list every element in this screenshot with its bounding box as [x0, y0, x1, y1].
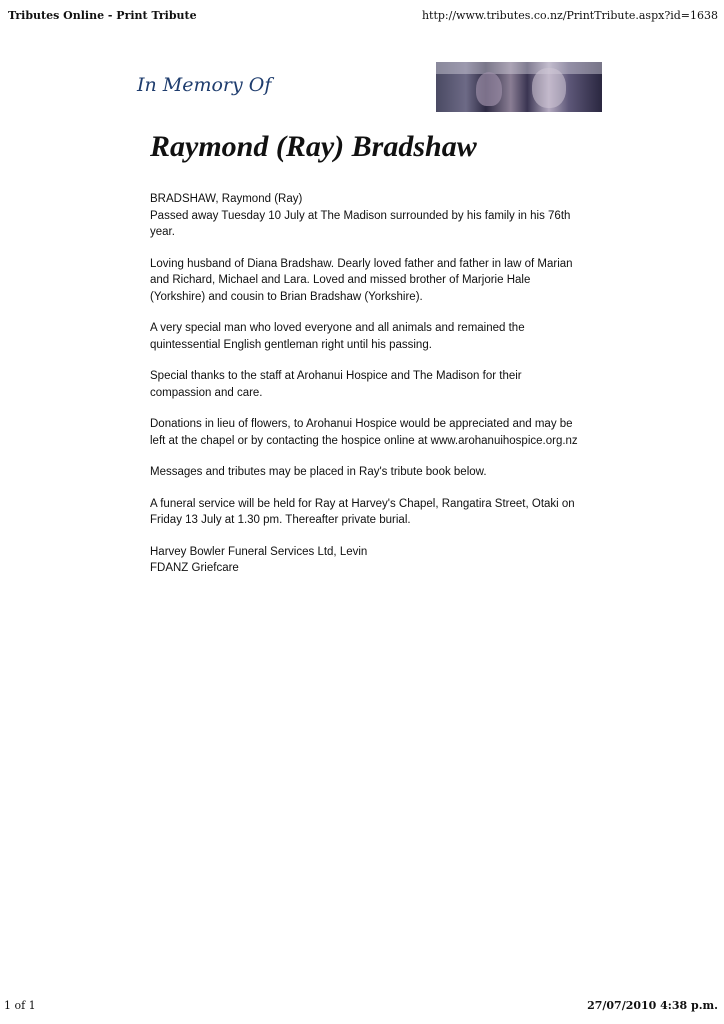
photo-figure-right — [532, 68, 566, 108]
notice-passed-line: Passed away Tuesday 10 July at The Madison surrounded by his family in his 76th year. — [150, 209, 571, 238]
notice-funeral-director — [150, 544, 580, 577]
in-memory-of-heading: In Memory Of — [137, 74, 272, 96]
print-header-title: Tributes Online - Print Tribute — [8, 9, 197, 22]
print-header-url: http://www.tributes.co.nz/PrintTribute.aspx?id=1638 — [421, 9, 718, 22]
director-line-2: FDANZ Griefcare — [150, 562, 239, 574]
notice-family: Loving husband of Diana Bradshaw. Dearly loved father and father in law of Marian and Richard, Michael and Lara. Loved and missed brother of Marjorie Hale (Yorkshire) and cousin to Brian Bradshaw (Yorkshire). — [150, 257, 573, 303]
director-line-1: Harvey Bowler Funeral Services Ltd, Levin — [150, 545, 368, 558]
notice-thanks: Special thanks to the staff at Arohanui Hospice and The Madison for their compassion and care. — [150, 370, 522, 399]
deceased-name: Raymond (Ray) Bradshaw — [150, 130, 477, 163]
notice-heading-line: BRADSHAW, Raymond (Ray) — [150, 193, 303, 205]
notice-intro — [150, 191, 580, 241]
notice-service: A funeral service will be held for Ray at Harvey's Chapel, Rangatira Street, Otaki on Friday 13 July at 1.30 pm. Thereafter private burial. — [150, 497, 575, 526]
notice-messages: Messages and tributes may be placed in Ray's tribute book below. — [150, 466, 487, 478]
page-count: 1 of 1 — [4, 999, 36, 1012]
death-notice — [150, 191, 580, 592]
memorial-photo — [436, 62, 602, 112]
photo-figure-left — [476, 72, 502, 106]
notice-tribute: A very special man who loved everyone and all animals and remained the quintessential English gentleman right until his passing. — [150, 322, 525, 351]
notice-donations: Donations in lieu of flowers, to Arohanui Hospice would be appreciated and may be left at the chapel or by contacting the hospice online at www.arohanuihospice.org.nz — [150, 418, 578, 447]
print-datetime: 27/07/2010 4:38 p.m. — [587, 999, 718, 1012]
photo-highlight — [436, 62, 602, 74]
